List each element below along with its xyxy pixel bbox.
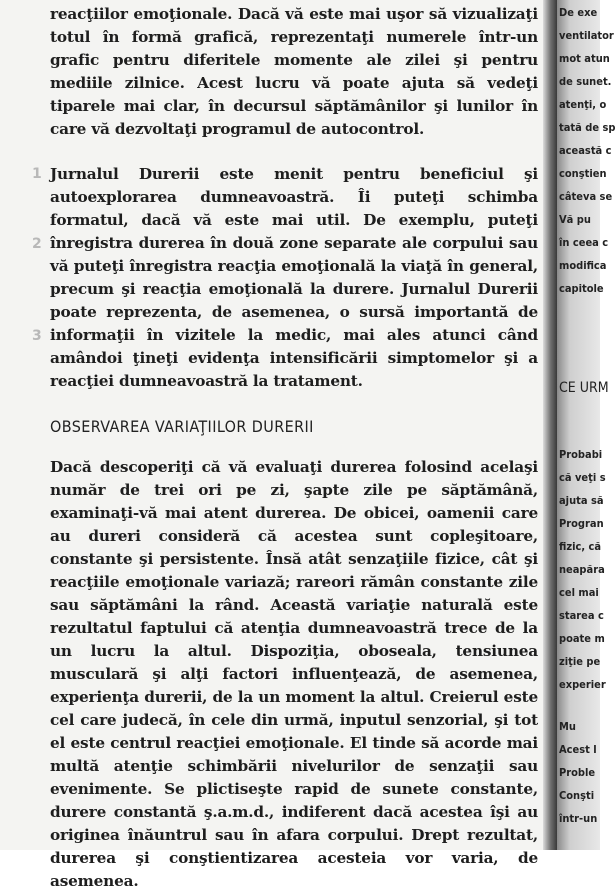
right-page-line: Mu bbox=[559, 720, 576, 733]
right-page-line: capitole bbox=[559, 282, 604, 295]
continued-paragraph: reacţiilor emoţionale. Dacă vă este mai uşor să vizualizaţi totul în formă grafică, reprezentaţi numerele într-un grafic pentru diferitele momente ale zilei şi pentru mediile zilnice. Acest lucru vă poate ajuta să vedeţi tiparele mai clar, în decursul săptămânilor şi lunilor în care vă dezvoltaţi programul de autocontrol. bbox=[50, 5, 538, 138]
right-page-line: într-un bbox=[559, 812, 598, 825]
right-page-line: că veţi s bbox=[559, 471, 606, 484]
faint-list-number: 2 bbox=[32, 236, 42, 252]
right-page-line: Vă pu bbox=[559, 213, 591, 226]
right-page-line: De exe bbox=[559, 6, 598, 19]
right-page-line: ziţie pe bbox=[559, 655, 601, 668]
body-paragraph: Dacă descoperiţi că vă evaluaţi durerea folosind acelaşi număr de trei ori pe zi, şapte zile pe săptămână, examinaţi-vă mai atent durerea. De obicei, oamenii care au dureri consideră că acestea sunt copleşitoare, constante şi persistente. Însă atât senzaţiile fizice, cât şi reacţiile emoţionale variază; rareori rămân constante zile sau săptămâni la rând. Această variaţie naturală este rezultatul faptului că atenţia dumneavoastră trece de la un lucru la altul. Dispoziţia, oboseala, tensiunea musculară şi alţi factori influenţează, de asemenea, experienţa durerii, de la un moment la altul. Creierul este cel care judecă, în cele din urmă, inputul senzorial, şi tot el este centrul reacţiei emoţionale. El tinde să acorde mai multă atenţie schimbării nivelurilor de senzaţii sau evenimente. Se plictiseşte rapid de sunete constante, durere constantă ş.a.m.d., indiferent dacă acestea îşi au originea înăuntrul sau în afara corpului. Drept rezultat, durerea şi conştientizarea acesteia vor varia, de asemenea. bbox=[50, 458, 538, 890]
right-page-line: tată de sp bbox=[559, 121, 615, 134]
right-page-line: de sunet. bbox=[559, 75, 612, 88]
right-page-heading: CE URM bbox=[559, 380, 609, 396]
right-page-line: ventilator bbox=[559, 29, 614, 42]
right-page-line: câteva se bbox=[559, 190, 613, 203]
right-page-line: fizic, că bbox=[559, 540, 602, 553]
right-page-line: modifica bbox=[559, 259, 607, 272]
right-page-line: mot atun bbox=[559, 52, 610, 65]
right-page-line: ajuta să bbox=[559, 494, 604, 507]
right-page-line: Acest l bbox=[559, 743, 597, 756]
faint-list-number: 1 bbox=[32, 166, 42, 182]
right-page-line: în ceea c bbox=[559, 236, 609, 249]
right-page-line: această c bbox=[559, 144, 612, 157]
right-page-line: atenţi, o bbox=[559, 98, 607, 111]
right-page-line: cel mai bbox=[559, 586, 599, 599]
right-page-line: Proble bbox=[559, 766, 596, 779]
right-page-line: starea c bbox=[559, 609, 604, 622]
right-page-line: Probabi bbox=[559, 448, 603, 461]
right-page-line: Progran bbox=[559, 517, 604, 530]
faint-list-number: 3 bbox=[32, 328, 42, 344]
book-gutter bbox=[543, 0, 557, 850]
right-page-line: experier bbox=[559, 678, 606, 691]
right-page-line: poate m bbox=[559, 632, 605, 645]
right-page-line: Conşti bbox=[559, 789, 595, 802]
section-heading: OBSERVAREA VARIAŢIILOR DURERII bbox=[50, 417, 314, 436]
book-page-right-edge bbox=[557, 0, 615, 850]
right-page-line: conştien bbox=[559, 167, 607, 180]
right-page-line: neapăra bbox=[559, 563, 605, 576]
list-item-paragraph: Jurnalul Durerii este menit pentru beneficiul şi autoexplorarea dumneavoastră. Îi puteţi schimba formatul, dacă vă este mai util. De exemplu, puteţi înregistra durerea în două zone separate ale corpului sau vă puteţi înregistra reacţia emoţională la viaţă în general, precum şi reacţia emoţională la durere. Jurnalul Durerii poate reprezenta, de asemenea, o sursă importantă de informaţii în vizitele la medic, mai ales atunci când amândoi ţineţi evidenţa intensificării simptomelor şi a reacţiei dumneavoastră la tratament. bbox=[50, 165, 538, 390]
